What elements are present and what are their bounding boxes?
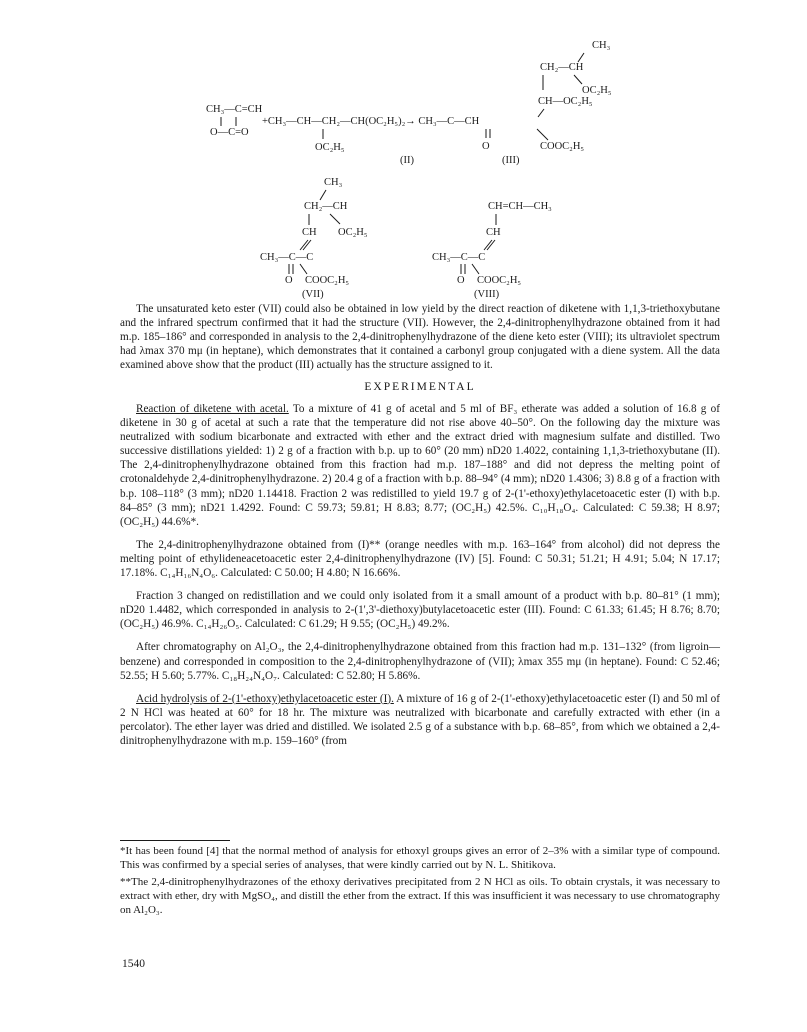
footnote-divider: [120, 840, 230, 841]
reaction-schemes: [0, 0, 807, 310]
paragraph-body: A mixture of 16 g of 2-(1'-ethoxy)ethylacetoacetic ester (I) and 50 ml of 2 N HCl was heated at 60° for 18 hr. The mixture was neutralized with bicarbonate and carefully extracted with ether (in a percolator). The ether layer was dried and distilled. We isolated 2.5 g of a substance with b.p. 68–85°, from which we obtained a 2,4-dinitrophenylhydrazone with m.p. 159–160° (from: [120, 692, 720, 747]
label-III: (III): [502, 155, 520, 166]
VII-ch3-c-c: CH₃—C—C: [260, 252, 314, 263]
reaction-equation: +CH₃—CH—CH₂—CH(OC₂H₅)₂→ CH₃—C—CH: [262, 116, 480, 127]
VIII-ch3-c-c: CH₃—C—C: [432, 252, 486, 263]
VIII-ch: CH: [486, 227, 501, 238]
footnote-2: **The 2,4-dinitrophenylhydrazones of the ethoxy derivatives precipitated from 2 N HCl as oils. To obtain crystals, it was necessary to extract with ether, dry with MgSO₄, and distill the ether from the extract. If this was insufficient it was necessary to use chromatography on Al₂O₃.: [120, 876, 720, 916]
VII-carbonyl-o: O: [285, 275, 293, 286]
footnotes: [120, 844, 720, 926]
VII-ethoxy: OC₂H₅: [338, 227, 368, 238]
paragraph-fraction-3: Fraction 3 changed on redistillation and we could only isolated from it a small amount of a product with b.p. 80–81° (1 mm); nD20 1.4482, which corresponded in analysis to 2-(1',3'-diethoxy)butylacetoacetic ester (III). Found: C 61.33; 61.45; H 8.76; 8.70; (OC₂H₅) 46.9%. C₁₄H₂₆O₅. Calculated: C 61.29; H 9.55; (OC₂H₅) 49.2%.: [120, 590, 720, 631]
VIII-ch-ch-ch3: CH=CH—CH₃: [488, 201, 552, 212]
paragraph-title: Acid hydrolysis of 2-(1'-ethoxy)ethylacetoacetic ester (I).: [136, 692, 394, 705]
III-ch-ethoxy: CH—OC₂H₅: [538, 96, 593, 107]
III-ester: COOC₂H₅: [540, 141, 585, 152]
VII-ch2-ch: CH₂—CH: [304, 201, 348, 212]
label-VIII: (VIII): [474, 289, 500, 300]
paragraph-body: To a mixture of 41 g of acetal and 5 ml of BF₃ etherate was added a solution of 16.8 g of diketene in 30 g of acetal at such a rate that the temperature did not rise above 40–50°. On the following day the mixture was neutralized with sodium bicarbonate and extracted with ether and the extract dried with magnesium sulfate and distilled. Two successive distillations yielded: 1) 2 g of a fraction with b.p. up to 60° (20 mm) nD20 1.4022, containing 1,1,3-triethoxybutane (II). The 2,4-dinitrophenylhydrazone obtained from this fraction had m.p. 187–188° and did not depress the melting point of crotonaldehyde 2,4-dinitrophenylhydrazone. 2) 20.4 g of a fraction with b.p. 88–94° (4 mm); nD20 1.4306; 3) 8.8 g of a fraction with b.p. 108–118° (3 mm); nD20 1.14418. Fraction 2 was redistilled to yield 19.7 g of 2-(1'-ethoxy)ethylacetoacetic ester (I) with b.p. 84–85° (3 mm); nD21 1.4292. Found: C 59.73; 59.81; H 8.83; 8.77; (OC₂H₅) 42.5%. C₁₀H₁₈O₄. Calculated: C 59.38; H 8.97; (OC₂H₅) 44.6%*.: [120, 403, 720, 528]
VII-methyl: CH₃: [324, 177, 343, 188]
paragraph-title: Reaction of diketene with acetal.: [136, 403, 289, 415]
label-II: (II): [400, 155, 414, 166]
III-top-methyl: CH₃: [592, 40, 611, 51]
compound-I-bottom: O—C=O: [210, 127, 249, 138]
intro-section: [120, 302, 720, 381]
intro-paragraph: The unsaturated keto ester (VII) could also be obtained in low yield by the direct reaction of diketene with 1,1,3-triethoxybutane and the infrared spectrum confirmed that it had the structure (VII). However, the 2,4-dinitrophenylhydrazone obtained from it had m.p. 185–186° and corresponded in analysis to the 2,4-dinitrophenylhydrazone of the diene keto ester (VIII); its ultraviolet spectrum had λmax 370 mμ (in heptane), which demonstrates that it contained a carbonyl group conjugated with a diene system. All the data examined above show that the product (III) actually has the structure assigned to it.: [120, 303, 720, 372]
paragraph-chromatography: After chromatography on Al₂O₃, the 2,4-dinitrophenylhydrazone obtained from this fraction had m.p. 131–132° (from ligroin—benzene) and corresponded in composition to the 2,4-dinitrophenylhydrazone of (VII); λmax 355 mμ (in heptane). Found: C 52.46; 52.55; H 5.60; 5.77%. C₁₈H₂₄N₄O₇. Calculated: C 52.80; H 5.86%.: [120, 641, 720, 682]
reagent-ethoxy: OC₂H₅: [315, 142, 345, 153]
III-carbonyl-o: O: [482, 141, 490, 152]
III-ch2-ch: CH₂—CH: [540, 62, 584, 73]
paragraph-acid-hydrolysis: [120, 692, 720, 748]
paragraph-dnph-I: The 2,4-dinitrophenylhydrazone obtained from (I)** (orange needles with m.p. 163–164° from alcohol) did not depress the melting point of ethylideneacetoacetic ester 2,4-dinitrophenylhydrazone (IV) [5]. Found: C 50.31; 51.21; H 4.91; 5.04; N 17.17; 17.18%. C₁₄H₁₆N₄O₆. Calculated: C 50.00; H 4.80; N 16.66%.: [120, 538, 720, 580]
VIII-ester: COOC₂H₅: [477, 275, 522, 286]
VII-ester: COOC₂H₅: [305, 275, 350, 286]
paragraph-diketene-acetal: [120, 402, 720, 529]
page-number: 1540: [122, 958, 145, 970]
label-VII: (VII): [302, 289, 324, 300]
section-heading: EXPERIMENTAL: [364, 381, 476, 393]
experimental-section: [120, 402, 720, 757]
VII-ch: CH: [302, 227, 317, 238]
footnote-1: *It has been found [4] that the normal method of analysis for ethoxyl groups gives an error of 2–3% with a similar type of compound. This was confirmed by a special series of analyses, that were kindly carried out by N. L. Shitikova.: [120, 845, 720, 871]
compound-I-top: CH₃—C=CH: [206, 104, 263, 115]
VIII-carbonyl-o: O: [457, 275, 465, 286]
III-ethoxy: OC₂H₅: [582, 85, 612, 96]
